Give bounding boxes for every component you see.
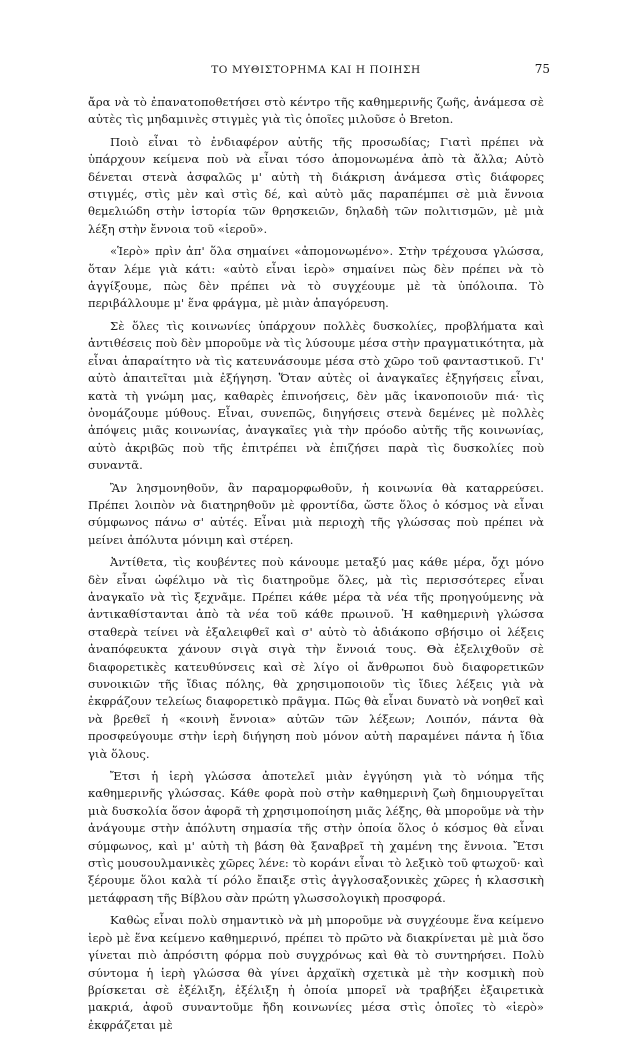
- paragraph-continuation: ἄρα νὰ τὸ ἐπανατοποθετήσει στὸ κέντρο τῆς καθημερινῆς ζωῆς, ἀνάμεσα σὲ αὐτὲς τὶς μηδαμινὲς στιγμὲς γιὰ τὶς ὁποῖες μιλοῦσε ὁ Breton.: [88, 95, 544, 127]
- paragraph: Ἀντίθετα, τὶς κουβέντες ποὺ κάνουμε μεταξύ μας κάθε μέρα, ὄχι μόνο δὲν εἶναι ὠφέλιμο νὰ τὶς διατηροῦμε ὅλες, μὰ τὶς περισσότερες εἶναι ἀναγκαῖο νὰ τὶς ξεχνᾶμε. Πρέπει κάθε μέρα τὰ νέα τῆς προηγούμενης νὰ ἀντικαθίστανται ἀπὸ τὰ νέα τοῦ κάθε πρωινοῦ. Ἡ καθημερινὴ γλώσσα σταθερὰ τείνει νὰ ἐξαλειφθεῖ καὶ σ' αὐτὸ τὸ ἀδιάκοπο σβήσιμο οἱ λέξεις ἀναπόφευκτα χάνουν σιγὰ σιγὰ τὴν ἔννοιά τους. Θὰ ἐξελιχθοῦν σὲ διαφορετικὲς κατευθύνσεις καὶ σὲ λίγο οἱ ἄνθρωποι δυὸ διαφορετικῶν συνοικιῶν τῆς ἴδιας πόλης, θὰ χρησιμοποιοῦν τὶς ἴδιες λέξεις γιὰ νὰ ἐκφράζουν τελείως διαφορετικὸ πρᾶγμα. Πῶς θὰ εἶναι δυνατὸ νὰ νοηθεῖ καὶ νὰ βρεθεῖ ἡ «κοινὴ ἔννοια» αὐτῶν τῶν λέξεων; Λοιπόν, πάντα θὰ προσφεύγουμε στὴν ἱερὴ διήγηση ποὺ μόνον αὐτὴ παραμένει πάντα ἡ ἴδια γιὰ ὅλους.: [88, 555, 544, 761]
- page-number: 75: [534, 62, 550, 76]
- book-page: [88, 60, 550, 1039]
- paragraph: Καθὼς εἶναι πολὺ σημαντικὸ νὰ μὴ μποροῦμε νὰ συγχέουμε ἕνα κείμενο ἱερὸ μὲ ἕνα κείμενο καθημερινό, πρέπει τὸ πρῶτο νὰ διακρίνεται μὲ μιὰ ὅσο γίνεται πιὸ ἀπρόσιτη φόρμα ποὺ συγχρόνως καὶ θὰ τὸ συντηρήσει. Πολὺ σύντομα ἡ ἱερὴ γλώσσα θὰ γίνει ἀρχαϊκὴ σχετικὰ μὲ τὴν κοσμικὴ ποὺ βρίσκεται σὲ ἐξέλιξη, ἐξέλιξη ἡ ὁποία μπορεῖ νὰ τραβήξει ἐξαιρετικὰ μακριά, ἀφοῦ συναντοῦμε ἤδη κοινωνίες μέσα στὶς ὁποῖες τὸ «ἱερὸ» ἐκφράζεται μὲ: [88, 913, 544, 1032]
- paragraph: «Ἱερὸ» πρὶν ἀπ' ὅλα σημαίνει «ἀπομονωμένο». Στὴν τρέχουσα γλώσσα, ὅταν λέμε γιὰ κάτι: «αὐτὸ εἶναι ἱερὸ» σημαίνει πὼς δὲν πρέπει νὰ τὸ ἀγγίξουμε, πὼς δὲν πρέπει νὰ τὸ συγχέουμε μὲ τὰ ὑπόλοιπα. Τὸ περιβάλλουμε μ' ἕνα φράγμα, μὲ μιὰν ἀπαγόρευση.: [88, 244, 544, 311]
- paragraph: Σὲ ὅλες τὶς κοινωνίες ὑπάρχουν πολλὲς δυσκολίες, προβλήματα καὶ ἀντιθέσεις ποὺ δὲν μποροῦμε νὰ τὶς λύσουμε μέσα στὴν πραγματικότητα, μὰ εἶναι ἀπαραίτητο νὰ τὶς κατευνάσουμε μέσα στὸ χῶρο τοῦ φανταστικοῦ. Γι' αὐτὸ ἀπαιτεῖται μιὰ ἐξήγηση. Ὅταν αὐτὲς οἱ ἀναγκαῖες ἐξηγήσεις εἶναι, κατὰ τὴ γνώμη μας, καθαρὲς ἐπινοήσεις, δὲν μᾶς ἱκανοποιοῦν πιά· τὶς ὀνομάζουμε μύθους. Εἶναι, συνεπῶς, διηγήσεις στενὰ δεμένες μὲ πολλὲς ἀπόψεις μιᾶς κοινωνίας, ἀναγκαῖες γιὰ τὴν πρόοδο αὐτῆς τῆς κοινωνίας, αὐτὸ ἀκριβῶς ποὺ τῆς ἐπιτρέπει νὰ ἐπιζήσει παρὰ τὶς δυσκολίες ποὺ συναντᾶ.: [88, 318, 544, 473]
- paragraph: Ποιὸ εἶναι τὸ ἐνδιαφέρον αὐτῆς τῆς προσωδίας; Γιατὶ πρέπει νὰ ὑπάρχουν κείμενα ποὺ νὰ εἶναι τόσο ἀπομονωμένα ἀπὸ τὰ ἄλλα; Αὐτὸ δένεται στενὰ ἀσφαλῶς μ' αὐτὴ τὴ διάκριση ἀνάμεσα στὶς διάφορες στιγμές, στὶς μὲν καὶ στὶς δέ, καὶ αὐτὸ μᾶς παραπέμπει σὲ μιὰ ἔννοια θεμελιώδη στὴν ἱστορία τῶν θρησκειῶν, δηλαδὴ τῶν πολιτισμῶν, μὲ μιὰ λέξη στὴν ἔννοια τοῦ «ἱεροῦ».: [88, 134, 544, 236]
- paragraph: Ἂν λησμονηθοῦν, ἂν παραμορφωθοῦν, ἡ κοινωνία θὰ καταρρεύσει. Πρέπει λοιπὸν νὰ διατηρηθοῦν μὲ φροντίδα, ὥστε ὅλος ὁ κόσμος νὰ εἶναι σύμφωνος πάνω σ' αὐτές. Εἶναι μιὰ περιοχὴ τῆς γλώσσας ποὺ πρέπει νὰ μείνει ἀπόλυτα μόνιμη καὶ στέρεη.: [88, 480, 544, 547]
- running-title: ΤΟ ΜΥΘΙΣΤΟΡΗΜΑ ΚΑΙ Η ΠΟΙΗΣΗ: [211, 64, 421, 76]
- paragraph: Ἔτσι ἡ ἱερὴ γλώσσα ἀποτελεῖ μιὰν ἐγγύηση γιὰ τὸ νόημα τῆς καθημερινῆς γλώσσας. Κάθε φορὰ ποὺ στὴν καθημερινὴ ζωὴ δημιουργεῖται μιὰ δυσκολία ὅσον ἀφορᾶ τὴ χρησιμοποίηση μιᾶς λέξης, θὰ μποροῦμε νὰ τὴν ἀνάγουμε στὴν ἀπόλυτη σημασία τῆς στὴν ὁποία ὅλος ὁ κόσμος θὰ εἶναι σύμφωνος, καὶ μ' αὐτὴ τὴ βάση θὰ ξαναβρεῖ τὴ χαμένη της ἔννοια. Ἔτσι στὶς μουσουλμανικὲς χῶρες λένε: τὸ κοράνι εἶναι τὸ λεξικὸ τοῦ φτωχοῦ· καὶ ξέρουμε ὅλοι καλὰ τί ρόλο ἔπαιξε στὶς ἀγγλοσαξονικὲς χῶρες ἡ κλασσικὴ μετάφραση τῆς Βίβλου σὰν πρώτη γλωσσολογικὴ προσφορά.: [88, 769, 544, 905]
- body-text: [88, 94, 544, 1034]
- running-header: [88, 60, 550, 80]
